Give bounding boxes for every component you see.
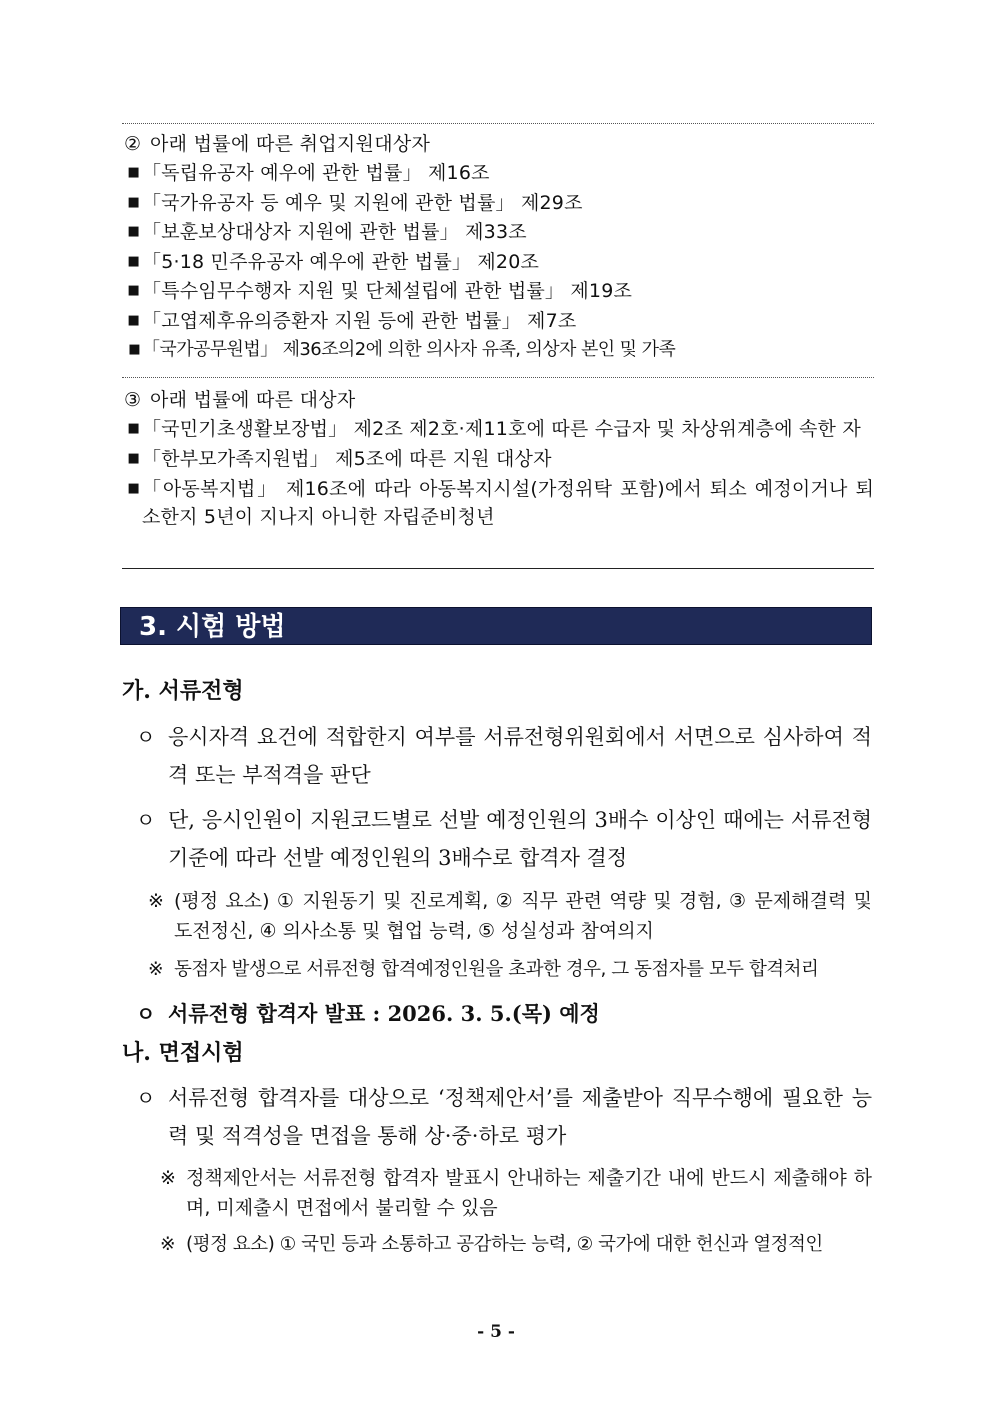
- circle-bullet-icon: ㅇ: [136, 1086, 156, 1110]
- screening-note: ※ 동점자 발생으로 서류전형 합격예정인원을 초과한 경우, 그 동점자를 모두 합격처리: [148, 955, 878, 985]
- list-item: ■ 「국가유공자 등 예우 및 지원에 관한 법률」 제29조: [122, 189, 874, 217]
- eligible-group-2: [122, 130, 874, 364]
- square-bullet-icon: ■: [127, 312, 140, 328]
- interview-note: ※ (평정 요소) ① 국민 등과 소통하고 공감하는 능력, ② 국가에 대한 헌신과 열정적인: [160, 1230, 876, 1260]
- screening-paragraph: ㅇ 단, 응시인원이 지원코드별로 선발 예정인원의 3배수 이상인 때에는 서류전형 기준에 따라 선발 예정인원의 3배수로 합격자 결정: [136, 801, 872, 877]
- eligible-group-3: [122, 386, 874, 531]
- list-item: ■ 「한부모가족지원법」 제5조에 따른 지원 대상자: [122, 445, 874, 473]
- circle-bullet-icon: ㅇ: [136, 725, 156, 749]
- interview-note: ※ 정책제안서는 서류전형 합격자 발표시 안내하는 제출기간 내에 반드시 제출해야 하며, 미제출시 면접에서 불리할 수 있음: [160, 1163, 872, 1223]
- group-3-heading-text: 아래 법률에 따른 대상자: [150, 389, 356, 411]
- square-bullet-icon: ■: [127, 253, 140, 269]
- screening-announcement: ㅇ 서류전형 합격자 발표 : 2026. 3. 5.(목) 예정: [136, 995, 872, 1033]
- group-2-heading-text: 아래 법률에 따른 취업지원대상자: [150, 133, 431, 155]
- circle-bullet-icon: ㅇ: [136, 1002, 156, 1026]
- square-bullet-icon: ■: [127, 224, 140, 239]
- circle-bullet-icon: ㅇ: [136, 808, 156, 832]
- note-mark-icon: ※: [148, 890, 164, 912]
- screening-note: ※ (평정 요소) ① 지원동기 및 진로계획, ② 직무 관련 역량 및 경험, ③ 문제해결력 및 도전정신, ④ 의사소통 및 협업 능력, ⑤ 성실성과 참여의지: [148, 886, 872, 946]
- square-bullet-icon: ■: [127, 283, 140, 298]
- list-item: ■ 「국가공무원법」 제36조의2에 의한 의사자 유족, 의상자 본인 및 가족: [122, 336, 874, 364]
- list-item: ■ 「보훈보상대상자 지원에 관한 법률」 제33조: [122, 218, 874, 246]
- square-bullet-icon: ■: [127, 165, 140, 180]
- dotted-divider: [122, 377, 874, 378]
- note-mark-icon: ※: [148, 959, 164, 980]
- list-item: ■ 「특수임무수행자 지원 및 단체설립에 관한 법률」 제19조: [122, 277, 874, 305]
- list-item: ■ 「국민기초생활보장법」 제2조 제2호·제11호에 따른 수급자 및 차상위계층에 속한 자: [122, 415, 874, 443]
- note-mark-icon: ※: [160, 1167, 176, 1189]
- list-item: ■ 「아동복지법」 제16조에 따라 아동복지시설(가정위탁 포함)에서 퇴소 예정이거나 퇴소한지 5년이 지나지 아니한 자립준비청년: [122, 475, 874, 531]
- screening-paragraph: ㅇ 응시자격 요건에 적합한지 여부를 서류전형위원회에서 서면으로 심사하여 적격 또는 부적격을 판단: [136, 718, 872, 794]
- list-item: ■ 「독립유공자 예우에 관한 법률」 제16조: [122, 159, 874, 187]
- note-mark-icon: ※: [160, 1234, 176, 1255]
- interview-paragraph: ㅇ 서류전형 합격자를 대상으로 ‘정책제안서’를 제출받아 직무수행에 필요한 능력 및 적격성을 면접을 통해 상·중·하로 평가: [136, 1079, 872, 1155]
- group-3-heading: [122, 386, 874, 414]
- square-bullet-icon: ■: [127, 194, 140, 210]
- group-3-number: ③: [124, 389, 142, 411]
- list-item: ■ 「5·18 민주유공자 예우에 관한 법률」 제20조: [122, 248, 874, 276]
- interview-title: 나. 면접시험: [122, 1040, 244, 1066]
- section-banner: 3. 시험 방법: [120, 607, 872, 645]
- list-item: ■ 「고엽제후유의증환자 지원 등에 관한 법률」 제7조: [122, 307, 874, 335]
- square-bullet-icon: ■: [127, 481, 140, 496]
- square-bullet-icon: ■: [128, 342, 140, 357]
- page-number: - 5 -: [477, 1322, 515, 1342]
- square-bullet-icon: ■: [127, 451, 140, 466]
- group-2-number: ②: [124, 133, 142, 155]
- solid-divider: [122, 568, 874, 569]
- dotted-divider: [122, 123, 874, 124]
- group-2-heading: [122, 130, 874, 158]
- document-screening-title: 가. 서류전형: [122, 678, 244, 704]
- square-bullet-icon: ■: [127, 421, 140, 436]
